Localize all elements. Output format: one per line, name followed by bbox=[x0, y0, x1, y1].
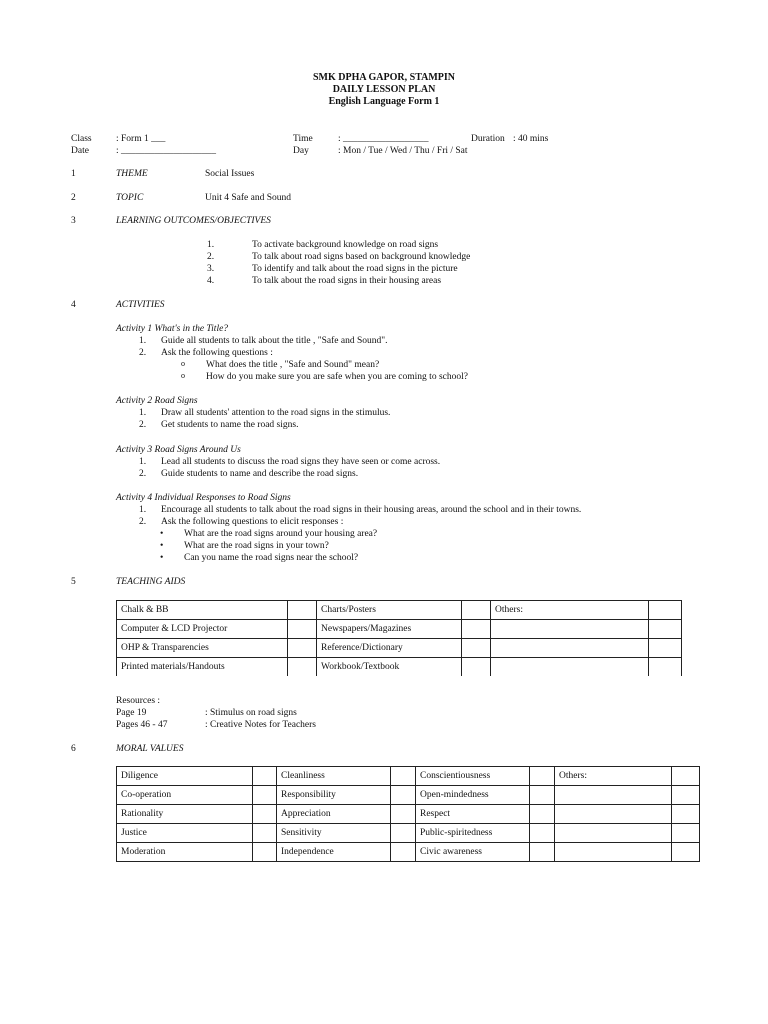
section-number: 2 bbox=[71, 193, 76, 203]
value-checkbox[interactable] bbox=[530, 786, 555, 805]
resources-label: Resources : bbox=[116, 696, 161, 706]
step-text: Ask the following questions to elicit responses : bbox=[161, 517, 344, 527]
bullet-marker: • bbox=[160, 529, 164, 539]
value-checkbox[interactable] bbox=[672, 805, 700, 824]
bullet-text: What does the title , "Safe and Sound" mean? bbox=[206, 360, 380, 370]
aid-checkbox[interactable] bbox=[462, 620, 491, 639]
theme-value: Social Issues bbox=[205, 169, 255, 179]
value-checkbox[interactable] bbox=[391, 824, 416, 843]
objective-text: To talk about road signs based on background knowledge bbox=[252, 252, 471, 262]
table-row bbox=[117, 805, 700, 824]
aid-label bbox=[491, 620, 649, 639]
step-number: 2. bbox=[139, 420, 147, 430]
value-checkbox[interactable] bbox=[530, 767, 555, 786]
aid-label: OHP & Transparencies bbox=[117, 639, 288, 658]
aid-checkbox[interactable] bbox=[649, 639, 682, 658]
date-value: : ____________________ bbox=[116, 146, 217, 156]
value-label: Responsibility bbox=[277, 786, 391, 805]
value-checkbox[interactable] bbox=[253, 805, 277, 824]
value-checkbox[interactable] bbox=[253, 843, 277, 862]
objective-number: 4. bbox=[207, 276, 215, 286]
section-number: 5 bbox=[71, 577, 76, 587]
aid-checkbox[interactable] bbox=[288, 658, 317, 677]
value-label: Others: bbox=[555, 767, 672, 786]
value-label: Appreciation bbox=[277, 805, 391, 824]
objective-number: 1. bbox=[207, 240, 215, 250]
moral-values-table bbox=[116, 766, 700, 862]
bullet-text: What are the road signs in your town? bbox=[184, 541, 329, 551]
table-row bbox=[117, 786, 700, 805]
aid-checkbox[interactable] bbox=[462, 658, 491, 677]
aid-checkbox[interactable] bbox=[288, 639, 317, 658]
activity-title: Activity 4 Individual Responses to Road Signs bbox=[116, 493, 291, 503]
objective-number: 2. bbox=[207, 252, 215, 262]
aid-checkbox[interactable] bbox=[288, 620, 317, 639]
value-label bbox=[555, 805, 672, 824]
objective-text: To talk about the road signs in their housing areas bbox=[252, 276, 442, 286]
step-number: 2. bbox=[139, 517, 147, 527]
step-text: Guide all students to talk about the title , "Safe and Sound". bbox=[161, 336, 388, 346]
document-header bbox=[0, 72, 768, 108]
table-row bbox=[117, 620, 682, 639]
school-name: SMK DPHA GAPOR, STAMPIN bbox=[312, 72, 456, 83]
aid-label: Printed materials/Handouts bbox=[117, 658, 288, 677]
time-value: : __________________ bbox=[338, 134, 429, 144]
value-checkbox[interactable] bbox=[391, 767, 416, 786]
resource-text: : Creative Notes for Teachers bbox=[205, 720, 317, 730]
value-label: Civic awareness bbox=[416, 843, 530, 862]
table-row bbox=[117, 843, 700, 862]
duration-label: Duration bbox=[471, 134, 505, 144]
objective-text: To identify and talk about the road signs in the picture bbox=[252, 264, 458, 274]
bullet-text: Can you name the road signs near the school? bbox=[184, 553, 359, 563]
value-checkbox[interactable] bbox=[672, 824, 700, 843]
value-label: Independence bbox=[277, 843, 391, 862]
step-number: 1. bbox=[139, 457, 147, 467]
step-text: Get students to name the road signs. bbox=[161, 420, 299, 430]
value-label: Moderation bbox=[117, 843, 253, 862]
bullet-text: What are the road signs around your housing area? bbox=[184, 529, 378, 539]
activity-title: Activity 1 What's in the Title? bbox=[116, 324, 229, 334]
objective-text: To activate background knowledge on road signs bbox=[252, 240, 439, 250]
step-text: Guide students to name and describe the road signs. bbox=[161, 469, 359, 479]
value-checkbox[interactable] bbox=[672, 767, 700, 786]
step-text: Draw all students' attention to the road signs in the stimulus. bbox=[161, 408, 391, 418]
bullet-marker: o bbox=[181, 371, 185, 380]
resource-page: Pages 46 - 47 bbox=[116, 720, 168, 730]
class-label: Class bbox=[71, 134, 92, 144]
value-checkbox[interactable] bbox=[391, 843, 416, 862]
day-value: : Mon / Tue / Wed / Thu / Fri / Sat bbox=[338, 146, 468, 156]
aid-checkbox[interactable] bbox=[288, 601, 317, 620]
value-checkbox[interactable] bbox=[672, 786, 700, 805]
value-label: Co-operation bbox=[117, 786, 253, 805]
aid-label: Workbook/Textbook bbox=[317, 658, 462, 677]
aid-label: Others: bbox=[491, 601, 649, 620]
value-label bbox=[555, 786, 672, 805]
aid-checkbox[interactable] bbox=[462, 601, 491, 620]
section-number: 4 bbox=[71, 300, 76, 310]
section-number: 6 bbox=[71, 744, 76, 754]
aid-label: Charts/Posters bbox=[317, 601, 462, 620]
table-row bbox=[117, 658, 682, 677]
plan-title: DAILY LESSON PLAN bbox=[332, 84, 436, 95]
aid-label: Computer & LCD Projector bbox=[117, 620, 288, 639]
value-label bbox=[555, 824, 672, 843]
teaching-aids-table bbox=[116, 600, 682, 676]
resource-page: Page 19 bbox=[116, 708, 147, 718]
section-title-activities: ACTIVITIES bbox=[116, 300, 165, 310]
value-label: Rationality bbox=[117, 805, 253, 824]
value-label bbox=[555, 843, 672, 862]
step-number: 2. bbox=[139, 348, 147, 358]
date-label: Date bbox=[71, 146, 89, 156]
resource-text: : Stimulus on road signs bbox=[205, 708, 297, 718]
section-title-moral-values: MORAL VALUES bbox=[116, 744, 184, 754]
value-label: Sensitivity bbox=[277, 824, 391, 843]
section-number: 3 bbox=[71, 216, 76, 226]
time-label: Time bbox=[293, 134, 313, 144]
section-title-teaching-aids: TEACHING AIDS bbox=[116, 577, 186, 587]
step-text: Lead all students to discuss the road signs they have seen or come across. bbox=[161, 457, 441, 467]
objective-number: 3. bbox=[207, 264, 215, 274]
value-label: Conscientiousness bbox=[416, 767, 530, 786]
aid-label bbox=[491, 639, 649, 658]
value-checkbox[interactable] bbox=[672, 843, 700, 862]
value-label: Respect bbox=[416, 805, 530, 824]
aid-checkbox[interactable] bbox=[462, 639, 491, 658]
aid-label: Reference/Dictionary bbox=[317, 639, 462, 658]
value-checkbox[interactable] bbox=[391, 786, 416, 805]
value-label: Open-mindedness bbox=[416, 786, 530, 805]
section-number: 1 bbox=[71, 169, 76, 179]
section-title-topic: TOPIC bbox=[116, 193, 144, 203]
table-row bbox=[117, 824, 700, 843]
day-label: Day bbox=[293, 146, 309, 156]
value-checkbox[interactable] bbox=[530, 805, 555, 824]
step-number: 2. bbox=[139, 469, 147, 479]
aid-label bbox=[491, 658, 649, 677]
activity-title: Activity 2 Road Signs bbox=[116, 396, 198, 406]
table-row bbox=[117, 639, 682, 658]
bullet-marker: • bbox=[160, 541, 164, 551]
class-value: : Form 1 ___ bbox=[116, 134, 166, 144]
section-title-theme: THEME bbox=[116, 169, 148, 179]
aid-checkbox[interactable] bbox=[649, 658, 682, 677]
value-checkbox[interactable] bbox=[391, 805, 416, 824]
bullet-marker: o bbox=[181, 359, 185, 368]
section-title-objectives: LEARNING OUTCOMES/OBJECTIVES bbox=[116, 216, 271, 226]
aid-label: Newspapers/Magazines bbox=[317, 620, 462, 639]
duration-value: : 40 mins bbox=[513, 134, 549, 144]
topic-value: Unit 4 Safe and Sound bbox=[205, 193, 292, 203]
activity-title: Activity 3 Road Signs Around Us bbox=[116, 445, 241, 455]
step-text: Ask the following questions : bbox=[161, 348, 273, 358]
subject-title: English Language Form 1 bbox=[328, 96, 440, 107]
step-number: 1. bbox=[139, 408, 147, 418]
bullet-marker: • bbox=[160, 553, 164, 563]
value-checkbox[interactable] bbox=[253, 786, 277, 805]
aid-checkbox[interactable] bbox=[649, 620, 682, 639]
value-label: Diligence bbox=[117, 767, 253, 786]
value-label: Public-spiritedness bbox=[416, 824, 530, 843]
aid-label: Chalk & BB bbox=[117, 601, 288, 620]
value-label: Justice bbox=[117, 824, 253, 843]
value-checkbox[interactable] bbox=[530, 843, 555, 862]
table-row bbox=[117, 767, 700, 786]
value-checkbox[interactable] bbox=[530, 824, 555, 843]
value-checkbox[interactable] bbox=[253, 824, 277, 843]
step-number: 1. bbox=[139, 336, 147, 346]
value-label: Cleanliness bbox=[277, 767, 391, 786]
table-row bbox=[117, 601, 682, 620]
step-text: Encourage all students to talk about the road signs in their housing areas, around the school and in their towns. bbox=[161, 505, 582, 515]
value-checkbox[interactable] bbox=[253, 767, 277, 786]
aid-checkbox[interactable] bbox=[649, 601, 682, 620]
step-number: 1. bbox=[139, 505, 147, 515]
bullet-text: How do you make sure you are safe when you are coming to school? bbox=[206, 372, 468, 382]
